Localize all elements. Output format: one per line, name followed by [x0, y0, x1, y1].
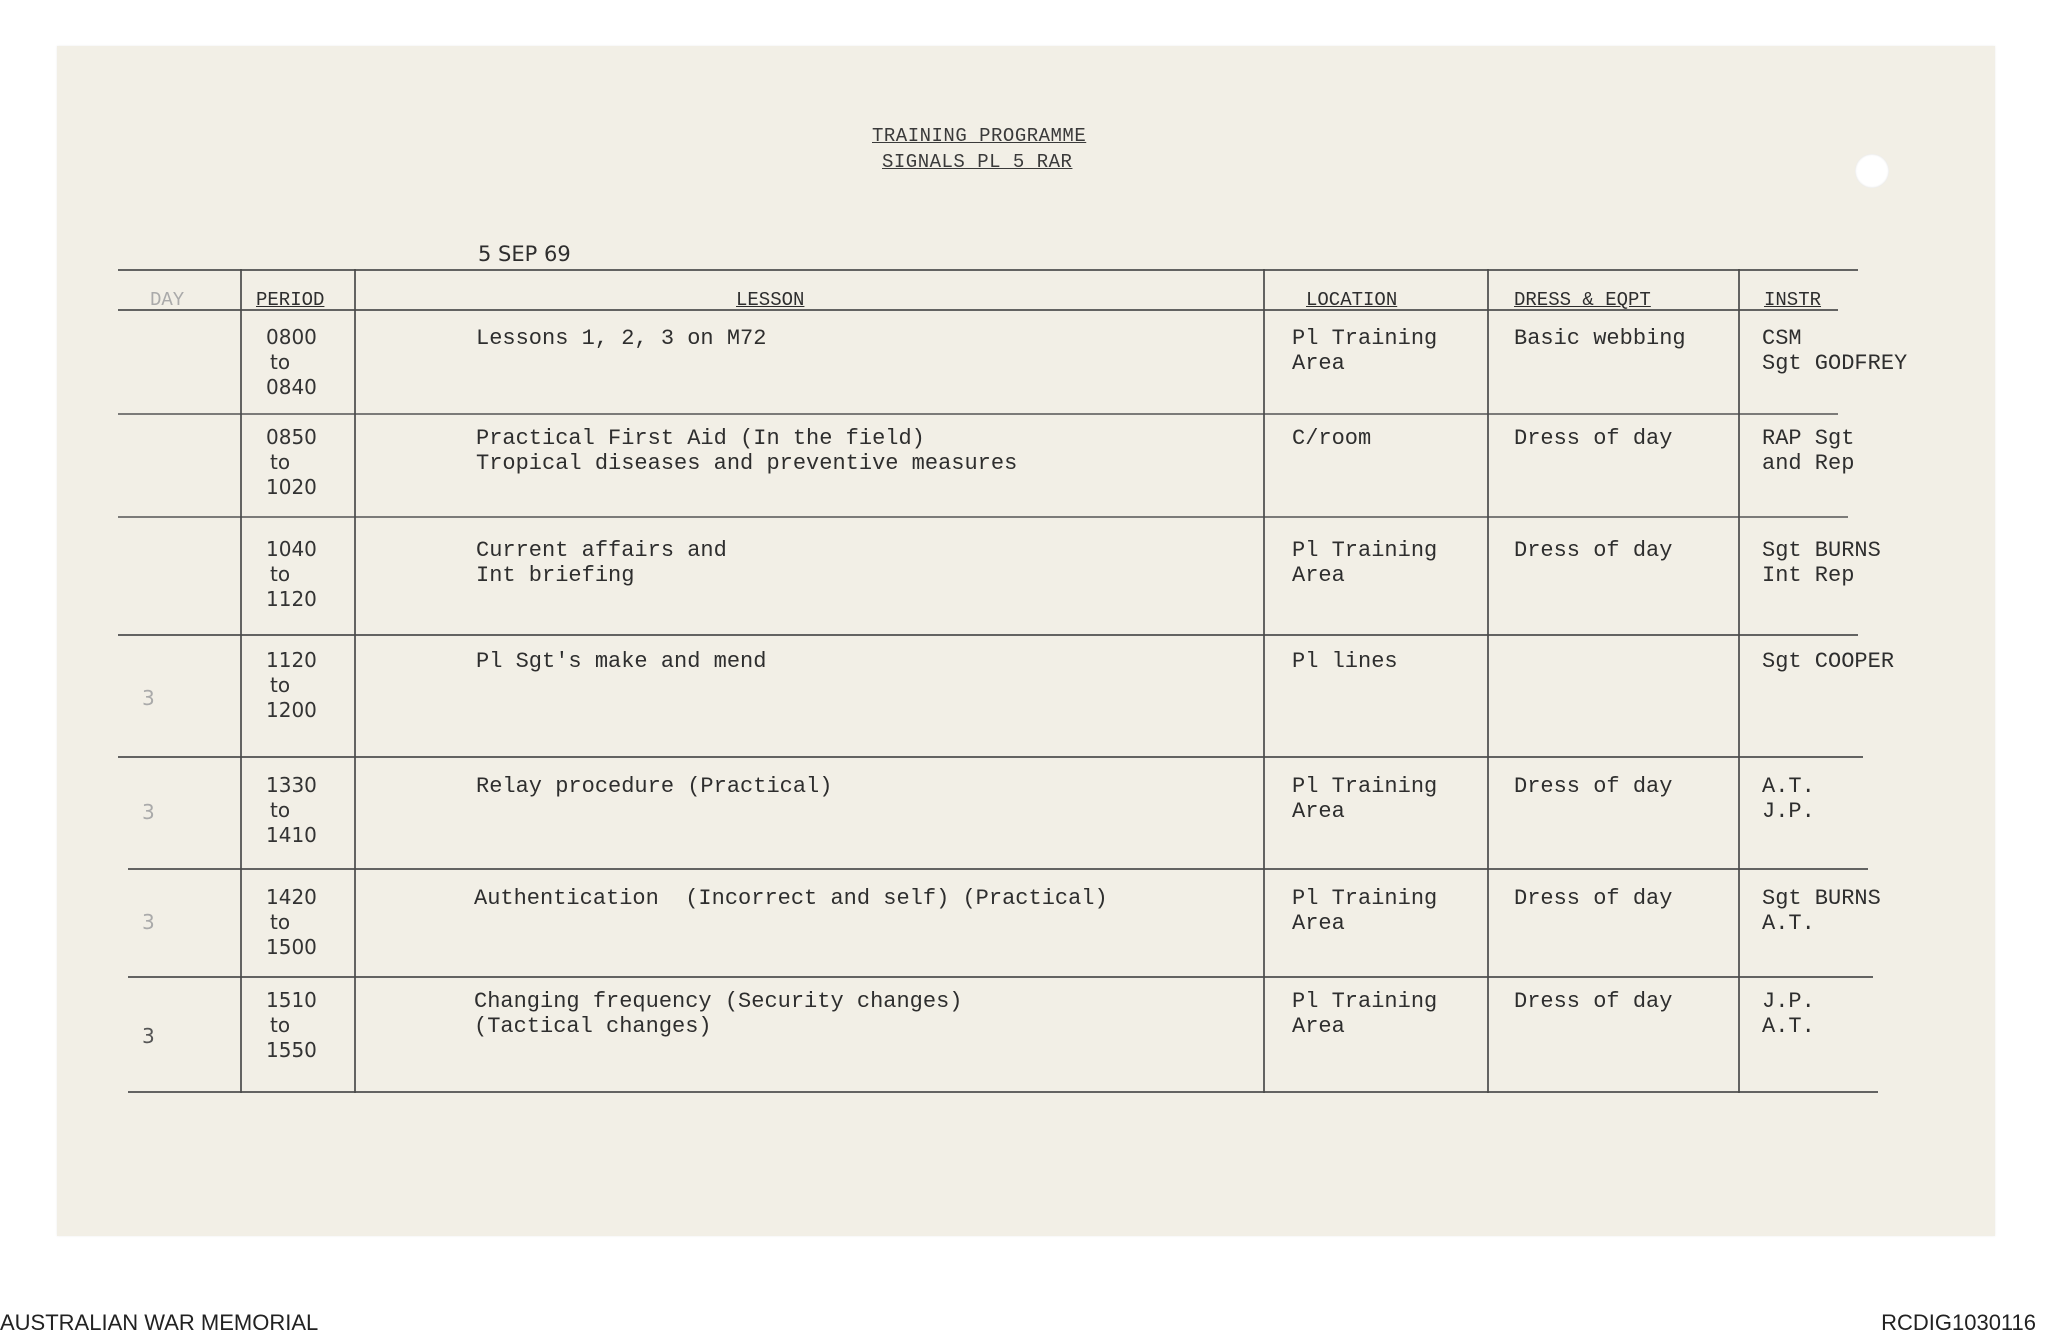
instructor-line-2: Sgt GODFREY [1762, 351, 1908, 376]
location-line-1: Pl Training [1292, 538, 1438, 563]
instructor-line-1: RAP Sgt [1762, 426, 1855, 451]
row-divider [128, 976, 1873, 978]
period-start: 1330 [266, 773, 317, 797]
instructor-line-1: Sgt BURNS [1762, 538, 1881, 563]
header-period: PERIOD [256, 289, 325, 311]
location-line-1: Pl Training [1292, 774, 1438, 799]
period-to: to [270, 910, 291, 934]
location-line-1: Pl lines [1292, 649, 1398, 674]
lesson-line-2: (Tactical changes) [474, 1014, 712, 1039]
table-bottom-rule [128, 1091, 1878, 1093]
dress-eqpt: Dress of day [1514, 426, 1673, 451]
footer-credit: AUSTRALIAN WAR MEMORIAL [0, 1310, 319, 1335]
period-to: to [270, 1013, 291, 1037]
instructor-line-2: Int Rep [1762, 563, 1855, 588]
period-end: 1200 [266, 698, 317, 722]
lesson-line-1: Relay procedure (Practical) [476, 774, 833, 799]
instructor-line-2: J.P. [1762, 799, 1815, 824]
lesson-line-1: Authentication (Incorrect and self) (Practical) [474, 886, 1108, 911]
period-end: 0840 [266, 375, 317, 399]
instructor-line-1: CSM [1762, 326, 1802, 351]
period-start: 0850 [266, 425, 317, 449]
row-divider [118, 516, 1848, 518]
lesson-line-1: Practical First Aid (In the field) [476, 426, 925, 451]
period-start: 1040 [266, 537, 317, 561]
day-number: 3 [142, 800, 155, 824]
instructor-line-1: Sgt COOPER [1762, 649, 1895, 674]
row-divider [118, 756, 1863, 758]
header-dress: DRESS & EQPT [1514, 289, 1651, 311]
header-lesson: LESSON [736, 289, 805, 311]
location-line-2: Area [1292, 563, 1345, 588]
lesson-line-1: Current affairs and [476, 538, 727, 563]
period-end: 1020 [266, 475, 317, 499]
day-number: 3 [142, 686, 155, 710]
period-start: 1420 [266, 885, 317, 909]
document-sheet [57, 46, 1995, 1236]
period-end: 1500 [266, 935, 317, 959]
column-divider [1487, 269, 1489, 1093]
day-number: 3 [142, 910, 155, 934]
location-line-1: C/room [1292, 426, 1372, 451]
dress-eqpt: Dress of day [1514, 886, 1673, 911]
location-line-2: Area [1292, 911, 1345, 936]
period-start: 1510 [266, 988, 317, 1012]
period-end: 1120 [266, 587, 317, 611]
period-to: to [270, 798, 291, 822]
location-line-1: Pl Training [1292, 989, 1438, 1014]
lesson-line-1: Lessons 1, 2, 3 on M72 [476, 326, 767, 351]
period-to: to [270, 562, 291, 586]
table-top-rule [118, 269, 1858, 271]
header-location: LOCATION [1306, 289, 1398, 311]
row-divider [128, 868, 1868, 870]
day-number: 3 [142, 1024, 155, 1048]
document-date: 5 SEP 69 [478, 242, 571, 266]
instructor-line-2: A.T. [1762, 1014, 1815, 1039]
dress-eqpt: Basic webbing [1514, 326, 1686, 351]
location-line-1: Pl Training [1292, 326, 1438, 351]
period-to: to [270, 673, 291, 697]
period-end: 1410 [266, 823, 317, 847]
instructor-line-1: J.P. [1762, 989, 1815, 1014]
location-line-2: Area [1292, 1014, 1345, 1039]
lesson-line-1: Pl Sgt's make and mend [476, 649, 767, 674]
instructor-line-1: Sgt BURNS [1762, 886, 1881, 911]
instructor-line-2: A.T. [1762, 911, 1815, 936]
instructor-line-1: A.T. [1762, 774, 1815, 799]
lesson-line-2: Int briefing [476, 563, 635, 588]
dress-eqpt: Dress of day [1514, 774, 1673, 799]
row-divider [118, 634, 1858, 636]
document-title: TRAINING PROGRAMME [872, 125, 1087, 147]
period-start: 1120 [266, 648, 317, 672]
footer-id: RCDIG1030116 [1881, 1310, 2036, 1335]
location-line-2: Area [1292, 799, 1345, 824]
column-divider [240, 269, 242, 1093]
period-end: 1550 [266, 1038, 317, 1062]
location-line-2: Area [1292, 351, 1345, 376]
column-divider [1263, 269, 1265, 1093]
location-line-1: Pl Training [1292, 886, 1438, 911]
period-to: to [270, 350, 291, 374]
period-to: to [270, 450, 291, 474]
instructor-line-2: and Rep [1762, 451, 1855, 476]
lesson-line-2: Tropical diseases and preventive measures [476, 451, 1018, 476]
header-instr: INSTR [1764, 289, 1822, 311]
document-subtitle: SIGNALS PL 5 RAR [882, 151, 1073, 173]
row-divider [118, 413, 1838, 415]
dress-eqpt: Dress of day [1514, 989, 1673, 1014]
punch-hole [1855, 154, 1889, 188]
period-start: 0800 [266, 325, 317, 349]
header-day: DAY [150, 289, 185, 311]
dress-eqpt: Dress of day [1514, 538, 1673, 563]
column-divider [1738, 269, 1740, 1093]
lesson-line-1: Changing frequency (Security changes) [474, 989, 963, 1014]
column-divider [354, 269, 356, 1093]
